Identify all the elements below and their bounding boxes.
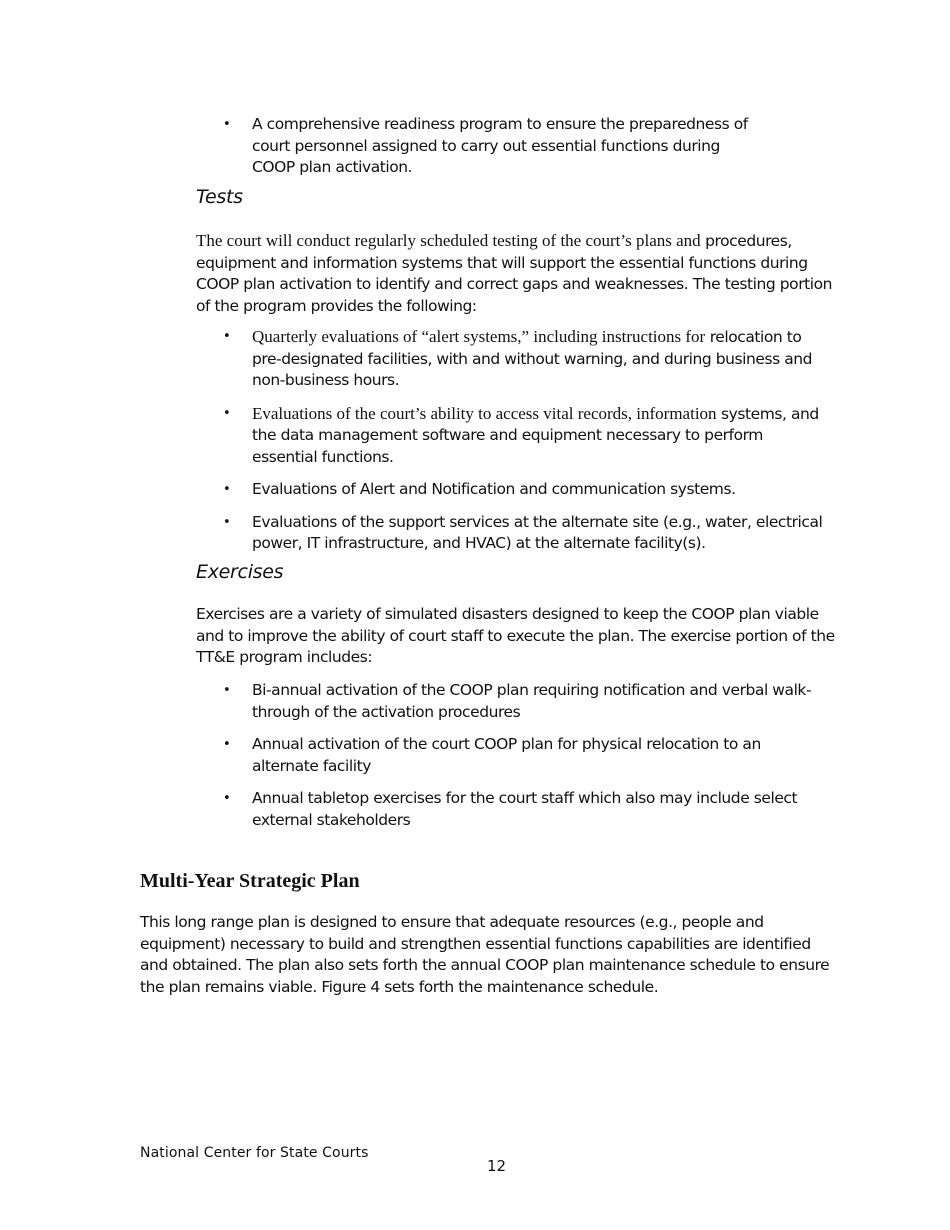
bullet-icon: •	[223, 329, 231, 344]
bullet-icon: •	[223, 683, 231, 698]
list-item	[200, 734, 830, 777]
exercises-bullet-list	[200, 680, 830, 842]
bullet-text: Evaluations of the support services at the alternate site (e.g., water, electrical power, IT infrastructure, and HVAC) at the alternate facility(s).	[252, 512, 823, 552]
bullet-text: Annual tabletop exercises for the court staff which also may include select external stakeholders	[252, 789, 798, 829]
strategic-plan-heading: Multi-Year Strategic Plan	[140, 870, 360, 892]
bullet-icon: •	[223, 737, 231, 752]
bullet-text-lead: Evaluations of the court’s ability to access vital records, information	[252, 403, 717, 423]
exercises-heading: Exercises	[196, 561, 284, 583]
list-item	[200, 512, 830, 555]
tests-bullet-list	[200, 326, 830, 566]
bullet-text: A comprehensive readiness program to ensure the preparedness of court personnel assigned to carry out essential functions during COOP plan activation.	[252, 115, 748, 176]
strategic-plan-paragraph: This long range plan is designed to ensure that adequate resources (e.g., people and equipment) necessary to build and strengthen essential functions capabilities are identified and obtained. The plan also sets forth the annual COOP plan maintenance schedule to ensure the plan remains viable. Figure 4 sets forth the maintenance schedule.	[140, 913, 830, 996]
bullet-icon: •	[223, 405, 231, 421]
intro-bullet-list	[200, 114, 760, 190]
bullet-icon: •	[223, 791, 231, 806]
list-item	[200, 326, 830, 392]
bullet-text-lead: Quarterly evaluations of “alert systems,” including instructions for	[252, 327, 706, 346]
tests-paragraph-lead: The court will conduct regularly scheduled testing of the court’s plans and	[196, 231, 701, 250]
bullet-text: Annual activation of the court COOP plan for physical relocation to an alternate facility	[252, 735, 761, 775]
footer-organization: National Center for State Courts	[140, 1145, 369, 1161]
list-item	[200, 403, 830, 469]
list-item	[200, 479, 830, 501]
bullet-text: systems, and the data management software and equipment necessary to perform essential functions.	[252, 404, 819, 466]
bullet-text: Evaluations of Alert and Notification and communication systems.	[252, 480, 736, 498]
bullet-icon: •	[223, 117, 231, 132]
list-item	[200, 788, 830, 831]
tests-heading: Tests	[196, 186, 243, 208]
exercises-paragraph: Exercises are a variety of simulated disasters designed to keep the COOP plan viable and to improve the ability of court staff to execute the plan. The exercise portion of the TT&E program includes:	[196, 605, 835, 666]
bullet-icon: •	[223, 482, 231, 497]
bullet-icon: •	[223, 514, 231, 530]
tests-paragraph	[196, 230, 836, 317]
list-item	[200, 114, 760, 179]
bullet-text: relocation to pre-designated facilities, with and without warning, and during business and non-business hours.	[252, 328, 813, 389]
page-number: 12	[487, 1157, 507, 1175]
bullet-text: Bi-annual activation of the COOP plan requiring notification and verbal walk-through of the activation procedures	[252, 681, 812, 721]
list-item	[200, 680, 830, 723]
tests-paragraph-rest: procedures, equipment and information systems that will support the essential functions during COOP plan activation to identify and correct gaps and weaknesses. The testing portion of the program provides the following:	[196, 232, 833, 315]
